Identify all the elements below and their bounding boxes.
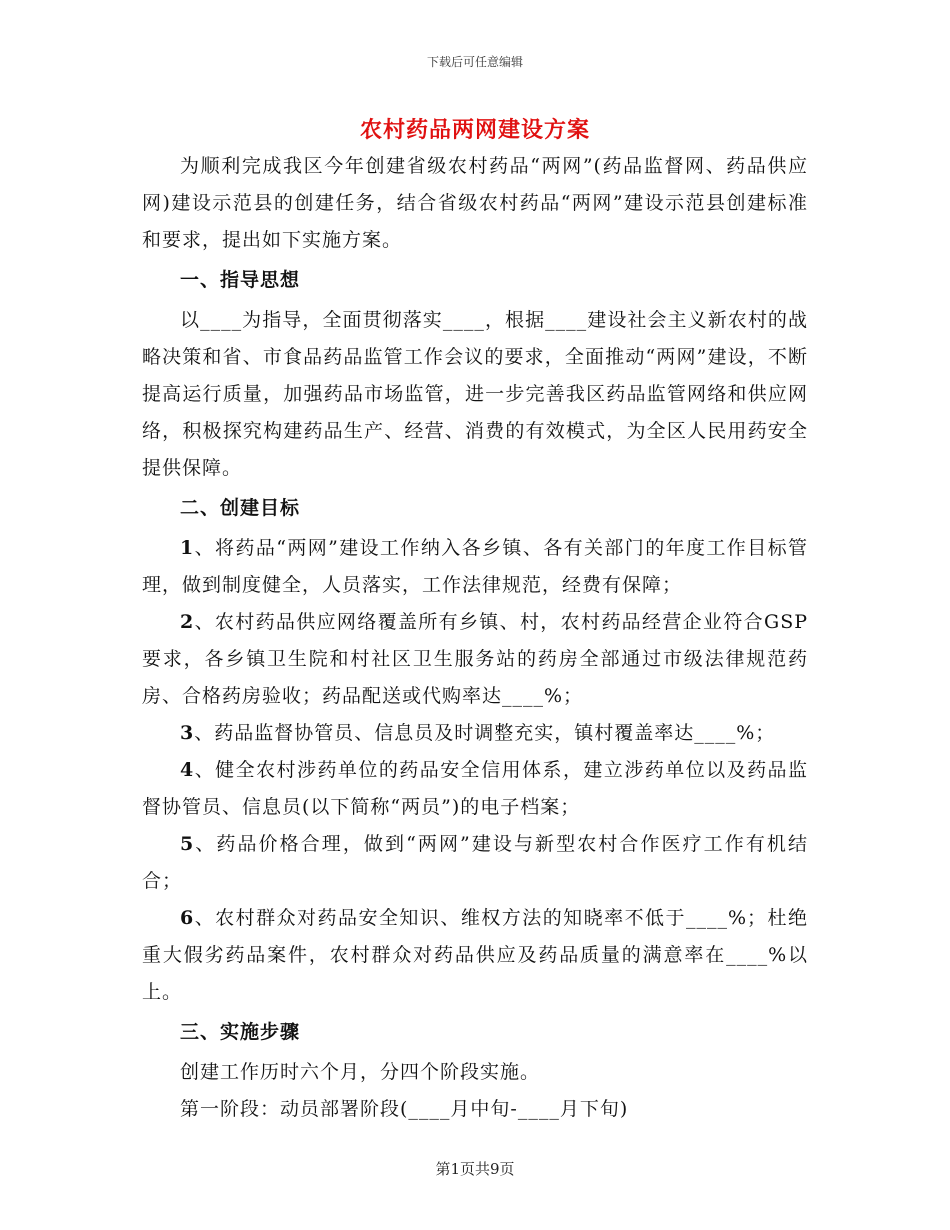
goal-item: 1、将药品“两网”建设工作纳入各乡镇、各有关部门的年度工作目标管理，做到制度健全，人员落实，工作法律规范，经费有保障； [142,537,808,596]
section-heading-guiding-ideology: 一、指导思想 [180,269,301,291]
section-heading-goals: 二、创建目标 [180,497,301,519]
goal-item: 3、药品监督协管员、信息员及时调整充实，镇村覆盖率达____%； [180,722,776,744]
section-heading-steps: 三、实施步骤 [180,1021,301,1043]
goal-item: 2、农村药品供应网络覆盖所有乡镇、村，农村药品经营企业符合GSP要求，各乡镇卫生院和村社区卫生服务站的药房全部通过市级法律规范药房、合格药房验收；药品配送或代购率达____%； [142,611,808,707]
header-note: 下载后可任意编辑 [426,55,523,69]
goal-item: 5、药品价格合理，做到“两网”建设与新型农村合作医疗工作有机结合； [142,833,808,892]
steps-line: 第一阶段：动员部署阶段(____月中旬-____月下旬) [180,1098,629,1120]
guiding-ideology-paragraph: 以____为指导，全面贯彻落实____，根据____建设社会主义新农村的战略决策和省、市食品药品监管工作会议的要求，全面推动“两网”建设，不断提高运行质量，加强药品市场监管，进一步完善我区药品监管网络和供应网络，积极探究构建药品生产、经营、消费的有效模式，为全区人民用药安全提供保障。 [142,309,808,479]
page-number: 第1页共9页 [435,1160,515,1178]
goal-item: 4、健全农村涉药单位的药品安全信用体系，建立涉药单位以及药品监督协管员、信息员(以下简称“两员”)的电子档案； [142,759,808,818]
document-body [142,148,808,1128]
goal-item: 6、农村群众对药品安全知识、维权方法的知晓率不低于____%；杜绝重大假劣药品案件，农村群众对药品供应及药品质量的满意率在____%以上。 [142,907,808,1003]
intro-paragraph: 为顺利完成我区今年创建省级农村药品“两网”(药品监督网、药品供应网)建设示范县的创建任务，结合省级农村药品“两网”建设示范县创建标准和要求，提出如下实施方案。 [142,155,808,251]
steps-line: 创建工作历时六个月，分四个阶段实施。 [180,1061,541,1083]
document-title: 农村药品两网建设方案 [359,117,590,143]
